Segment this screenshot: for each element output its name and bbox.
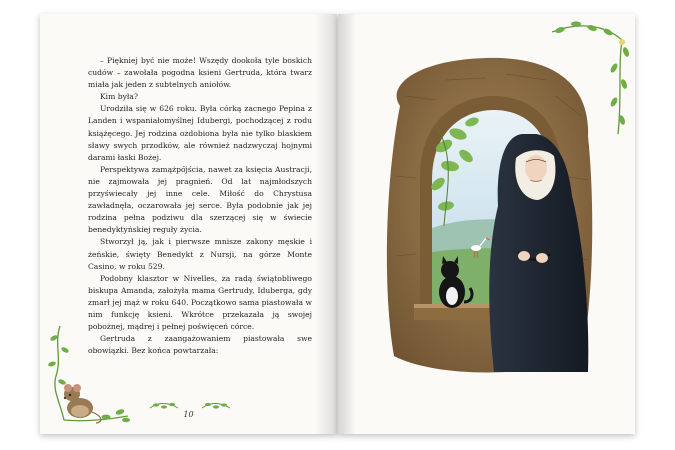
- gutter-shadow: [315, 14, 337, 434]
- page-number: 10: [183, 410, 194, 419]
- left-page: [40, 14, 337, 434]
- paragraph: Podobny klasztor w Nivelles, za radą świątobliwego biskupa Amanda, założyła mama Gertrudy, Iduberga, gdy zmarł jej mąż w roku 640. Początkowo sama piastowała w nim funkcję ksieni. Wkrótce przekazała ją swojej pobożnej, mądrej i pełnej poświęceń córce.: [88, 273, 312, 332]
- right-page: [338, 14, 635, 434]
- open-book: [40, 14, 635, 434]
- nun-window-illustration: [376, 56, 598, 376]
- paragraph: – Piękniej być nie może! Wszędy dookoła tyle boskich cudów – zawołała pogodna ksieni Gertruda, która twarz miała jak jeden z subtelnych aniołów.: [88, 56, 312, 90]
- mouse-icon: [46, 324, 136, 424]
- paragraph: Perspektywa zamążpójścia, nawet za księcia Austracji, nie zajmowała jej pragnień. Od lat najmłodszych przyświecały jej inne cele. Miłość do Chrystusa zawładnęła, oczarowała jej serce. Była podobnie jak jej rodzina pełna podziwu dla szerzącej się w świecie benedyktyńskiej reguły życia.: [88, 164, 312, 235]
- paragraph: Urodziła się w 626 roku. Była córką zacnego Pepina z Landen i wspaniałomyślnej Idubergi, pochodzącej z rodu książęcego. Jej rodzina ozdobiona była nie tylko blaskiem sławy swych przodków, ale również nadzwyczaj hojnymi darami łaski Bożej.: [88, 104, 312, 162]
- vine-ornament-icon: [200, 400, 232, 412]
- paragraph: Stworzył ją, jak i pierwsze mnisze zakony męskie i żeńskie, święty Benedykt z Nursji, na górze Monte Casino, w roku 529.: [88, 237, 312, 271]
- gutter-shadow: [338, 14, 356, 434]
- paragraph: Gertruda z zaangażowaniem piastowała swe obowiązki. Bez końca powtarzała:: [88, 334, 312, 356]
- paragraph: Kim była?: [100, 92, 138, 102]
- body-text: [88, 55, 312, 357]
